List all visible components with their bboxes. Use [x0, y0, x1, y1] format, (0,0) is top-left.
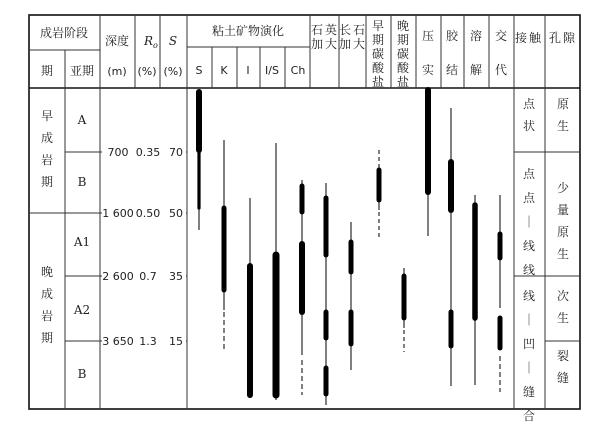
contact-line-concave-char: 凹: [522, 337, 536, 351]
ro-value: 0.35: [135, 146, 161, 159]
process-header-char: 晚: [396, 19, 410, 33]
substage-A1: A1: [73, 235, 91, 249]
process-header: [397, 19, 410, 89]
s-value: 50: [169, 207, 183, 220]
process-header-char: 期: [396, 33, 410, 47]
process-header-char: 碳: [371, 47, 385, 61]
depth-value: 3 650: [102, 335, 134, 348]
contact-line-concave-char: 缝: [522, 385, 536, 399]
header-contact: 接触: [514, 31, 544, 45]
process-header-char: 长: [338, 23, 352, 37]
process-header-char: 石: [310, 23, 324, 37]
pore-fracture-char: 缝: [556, 371, 570, 385]
stage-late-char: 期: [40, 331, 54, 345]
substage-A2: A2: [73, 303, 91, 317]
scale-labels: [102, 144, 186, 349]
header-clay-group: 粘土矿物演化: [211, 24, 285, 38]
stage-labels: [41, 109, 90, 381]
stage-early-char: 成: [40, 131, 54, 145]
process-header: [339, 23, 365, 51]
contact-pore-labels: [523, 96, 569, 423]
header-ro: $R_o$: [144, 34, 158, 50]
substage-B: B: [77, 175, 87, 189]
stage-early-char: 期: [40, 175, 54, 189]
pore-primary-char: 生: [556, 119, 570, 133]
process-header-char: 期: [371, 33, 385, 47]
header-pore: 孔隙: [548, 31, 578, 45]
process-header: [372, 19, 385, 89]
contact-point-line-char: 点: [522, 167, 536, 181]
contact-point-line-char: 线: [522, 263, 536, 277]
contact-line-concave-char: 合: [522, 409, 536, 423]
header-ro-unit: (%): [137, 65, 157, 78]
header-s: S: [168, 34, 178, 48]
process-header-char: 大: [324, 37, 338, 51]
process-header: [446, 29, 459, 77]
process-header-char: 加: [338, 37, 352, 51]
process-header: [495, 29, 507, 77]
contact-point-line-char: ｜: [522, 215, 536, 229]
depth-value: 2 600: [102, 270, 134, 283]
process-header-char: 溶: [469, 29, 483, 43]
depth-value: 1 600: [102, 207, 134, 220]
pore-minor-primary-char: 少: [556, 181, 570, 195]
stage-late-char: 岩: [40, 309, 54, 323]
header-substage: 亚期: [69, 64, 95, 78]
process-header-char: 解: [469, 63, 483, 77]
process-header-char: 胶: [445, 29, 459, 43]
process-header-char: 盐: [396, 75, 410, 89]
process-header-char: 英: [324, 23, 338, 37]
stage-early-char: 早: [40, 109, 54, 123]
header-depth-unit: (m): [107, 65, 127, 78]
process-header-char: 石: [352, 23, 366, 37]
s-value: 15: [169, 335, 183, 348]
process-header-char: 酸: [371, 61, 385, 75]
ro-value: 1.3: [139, 335, 157, 348]
contact-point-char: 状: [522, 119, 536, 133]
contact-point-char: 点: [522, 97, 536, 111]
process-header-char: 结: [445, 63, 459, 77]
stage-late-char: 成: [40, 287, 54, 301]
process-header: [470, 28, 482, 77]
pore-fracture-char: 裂: [556, 349, 570, 363]
contact-line-concave-char: 线: [522, 289, 536, 303]
stage-early-char: 岩: [40, 153, 54, 167]
process-header-char: 碳: [396, 47, 410, 61]
ro-value: 0.50: [135, 207, 161, 220]
clay-header-I: I: [246, 64, 250, 77]
stage-late-char: 晚: [40, 265, 54, 279]
process-header-char: 大: [352, 37, 366, 51]
clay-header-Ch: Ch: [290, 64, 306, 77]
s-value: 35: [169, 270, 183, 283]
process-header-char: 实: [421, 63, 435, 77]
process-header-char: 代: [494, 63, 508, 77]
clay-header-S: S: [195, 64, 203, 77]
header-s-unit: (%): [163, 65, 183, 78]
depth-value: 700: [107, 146, 129, 159]
clay-header-K: K: [220, 64, 228, 77]
header-stage: 期: [40, 64, 54, 78]
contact-line-concave-char: ｜: [522, 313, 536, 327]
evolution-bars: [199, 88, 500, 405]
process-header-char: 加: [310, 37, 324, 51]
process-header: [311, 23, 337, 51]
s-value: 70: [169, 146, 183, 159]
substage-A: A: [77, 113, 87, 127]
header-stage-group: 成岩阶段: [39, 26, 89, 40]
contact-point-line-char: 点: [522, 191, 536, 205]
contact-point-line-char: 线: [522, 239, 536, 253]
pore-secondary-char: 次: [556, 289, 570, 303]
process-header-char: 盐: [371, 75, 385, 89]
contact-line-concave-char: ｜: [522, 361, 536, 375]
header-depth: 深度: [104, 34, 130, 48]
pore-minor-primary-char: 原: [556, 225, 570, 239]
clay-header-IS: I/S: [265, 64, 279, 77]
process-header-char: 交: [494, 29, 508, 43]
pore-primary-char: 原: [556, 97, 570, 111]
pore-secondary-char: 生: [556, 311, 570, 325]
process-headers: [311, 19, 507, 89]
pore-minor-primary-char: 生: [556, 247, 570, 261]
process-header-char: 酸: [396, 61, 410, 75]
process-header-char: 早: [371, 19, 385, 33]
pore-minor-primary-char: 量: [556, 203, 570, 217]
process-header: [422, 29, 434, 77]
ro-value: 0.7: [139, 270, 157, 283]
process-header-char: 压: [421, 29, 435, 43]
substage-B2: B: [77, 367, 87, 381]
